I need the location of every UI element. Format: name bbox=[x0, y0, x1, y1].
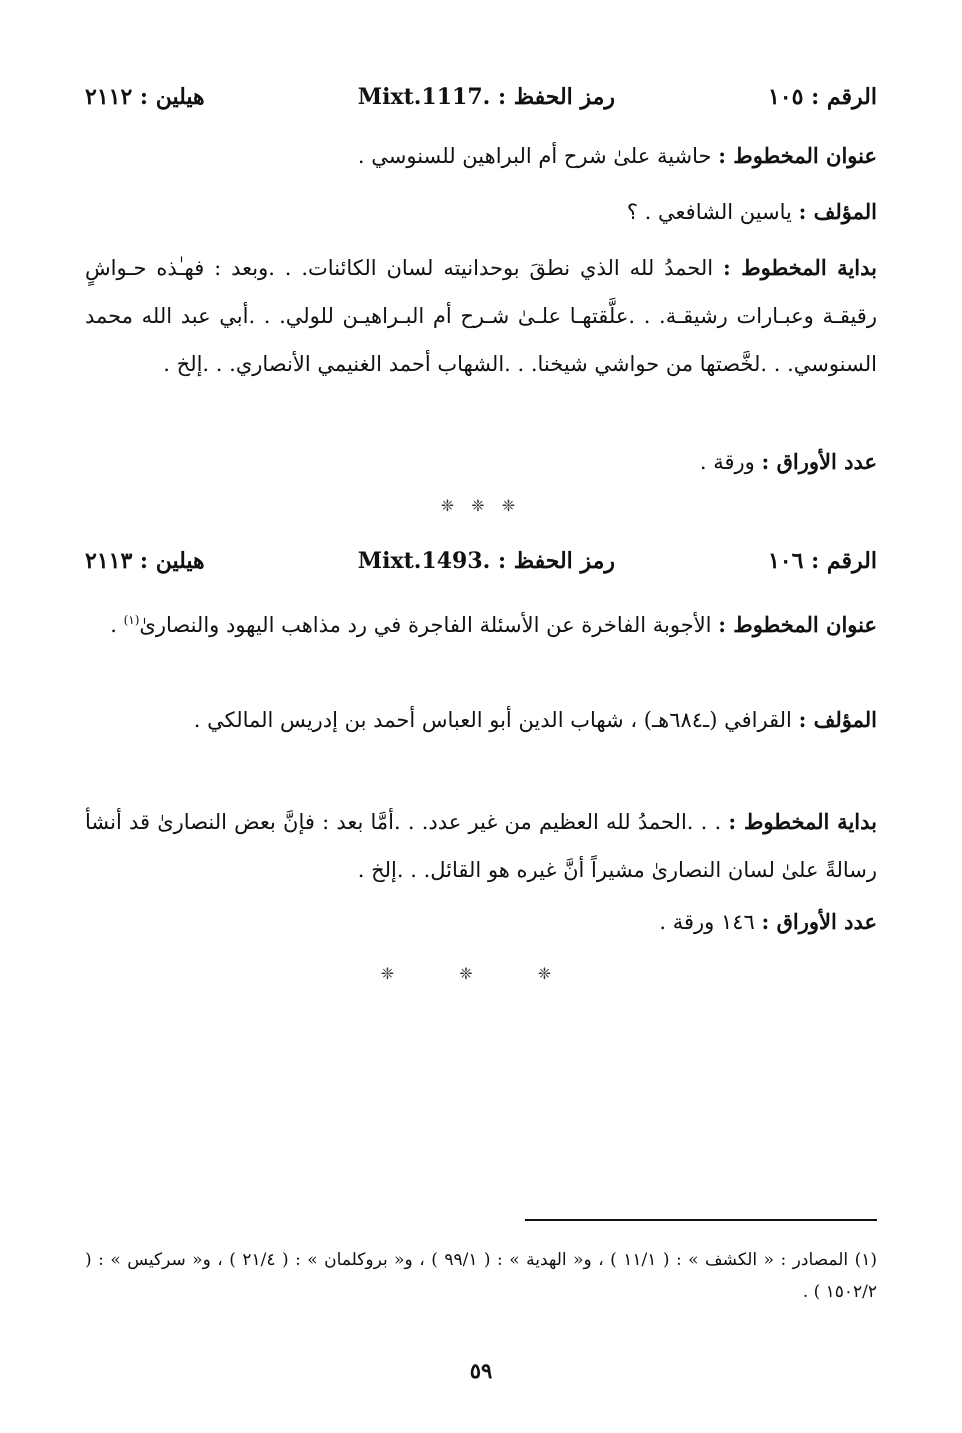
incipit-label: بداية المخطوط : bbox=[728, 809, 877, 834]
leaves-label: عدد الأوراق : bbox=[761, 909, 877, 934]
leaves-text: ١٤٦ ورقة . bbox=[659, 910, 755, 934]
section-separator: ❈ ❈ ❈ bbox=[440, 496, 522, 515]
title-text: الأجوبة الفاخرة عن الأسئلة الفاجرة في رد مذاهب اليهود والنصارىٰ bbox=[139, 613, 712, 637]
entry-number: الرقم : ١٠٦ bbox=[767, 548, 877, 574]
author-text: ياسين الشافعي . ؟ bbox=[626, 200, 792, 224]
helin-number: هيلين : ٢١١٣ bbox=[85, 548, 205, 574]
entry-number: الرقم : ١٠٥ bbox=[767, 84, 877, 110]
footnote-rule bbox=[525, 1219, 877, 1221]
entry-incipit bbox=[85, 798, 877, 894]
entry-header bbox=[85, 548, 877, 582]
entry-incipit bbox=[85, 244, 877, 388]
shelfmark-value: Mixt.1117. bbox=[357, 84, 491, 110]
section-separator: ❈ ❈ ❈ bbox=[380, 964, 582, 983]
entry-author bbox=[85, 696, 877, 744]
shelfmark-label: رمز الحفظ : bbox=[497, 84, 615, 110]
shelfmark-label: رمز الحفظ : bbox=[497, 548, 615, 574]
title-label: عنوان المخطوط : bbox=[718, 612, 877, 637]
leaves-text: ورقة . bbox=[699, 450, 755, 474]
entry-author bbox=[85, 188, 877, 236]
entry-header bbox=[85, 84, 877, 118]
shelfmark bbox=[358, 548, 615, 574]
shelfmark-value: Mixt.1493. bbox=[357, 548, 491, 574]
leaves-label: عدد الأوراق : bbox=[761, 449, 877, 474]
entry-leaves bbox=[85, 898, 877, 946]
title-label: عنوان المخطوط : bbox=[718, 143, 877, 168]
title-end: . bbox=[110, 613, 124, 637]
author-text: القرافي (ـ٦٨٤هـ) ، شهاب الدين أبو العباس أحمد بن إدريس المالكي . bbox=[193, 708, 792, 732]
author-label: المؤلف : bbox=[798, 707, 877, 732]
title-text: حاشية علىٰ شرح أم البراهين للسنوسي . bbox=[357, 144, 712, 168]
footnote: (١) المصادر : « الكشف » : ( ١١/١ ) ، و« الهدية » : ( ٩٩/١ ) ، و« بروكلمان » : ( ٢١/٤ ) ، و« سركيس » : ( ١٥٠٢/٢ ) . bbox=[85, 1250, 877, 1302]
author-label: المؤلف : bbox=[798, 199, 877, 224]
incipit-text: الحمدُ لله الذي نطقَ بوحدانيته لسان الكائنات. . .وبعد : فهـٰذه حـواشٍ رقيقـة وعبـارات رشيقـة. . .علَّقتهـا علـىٰ شـرح أم البـراهيـن للولي. . .أبي عبد الله محمد السنوسي. . .لخَّصتها من حواشي شيخنا. . .الشهاب أحمد الغنيمي الأنصاري. . .إلخ . bbox=[85, 256, 877, 376]
helin-number: هيلين : ٢١١٢ bbox=[85, 84, 205, 110]
entry-title bbox=[85, 596, 877, 649]
shelfmark bbox=[358, 84, 615, 110]
page-number: ٥٩ bbox=[469, 1358, 493, 1383]
entry-leaves bbox=[85, 438, 877, 486]
footnote-ref[interactable]: (١) bbox=[123, 613, 140, 627]
incipit-text: . . .الحمدُ لله العظيم من غير عدد. . .أمَّا بعد : فإنَّ بعض النصارىٰ قد أنشأ رسالةً علىٰ لسان النصارىٰ مشيراً أنَّ غيره هو القائل. . .إلخ . bbox=[85, 810, 877, 882]
entry-title bbox=[85, 132, 877, 180]
incipit-label: بداية المخطوط : bbox=[722, 255, 877, 280]
